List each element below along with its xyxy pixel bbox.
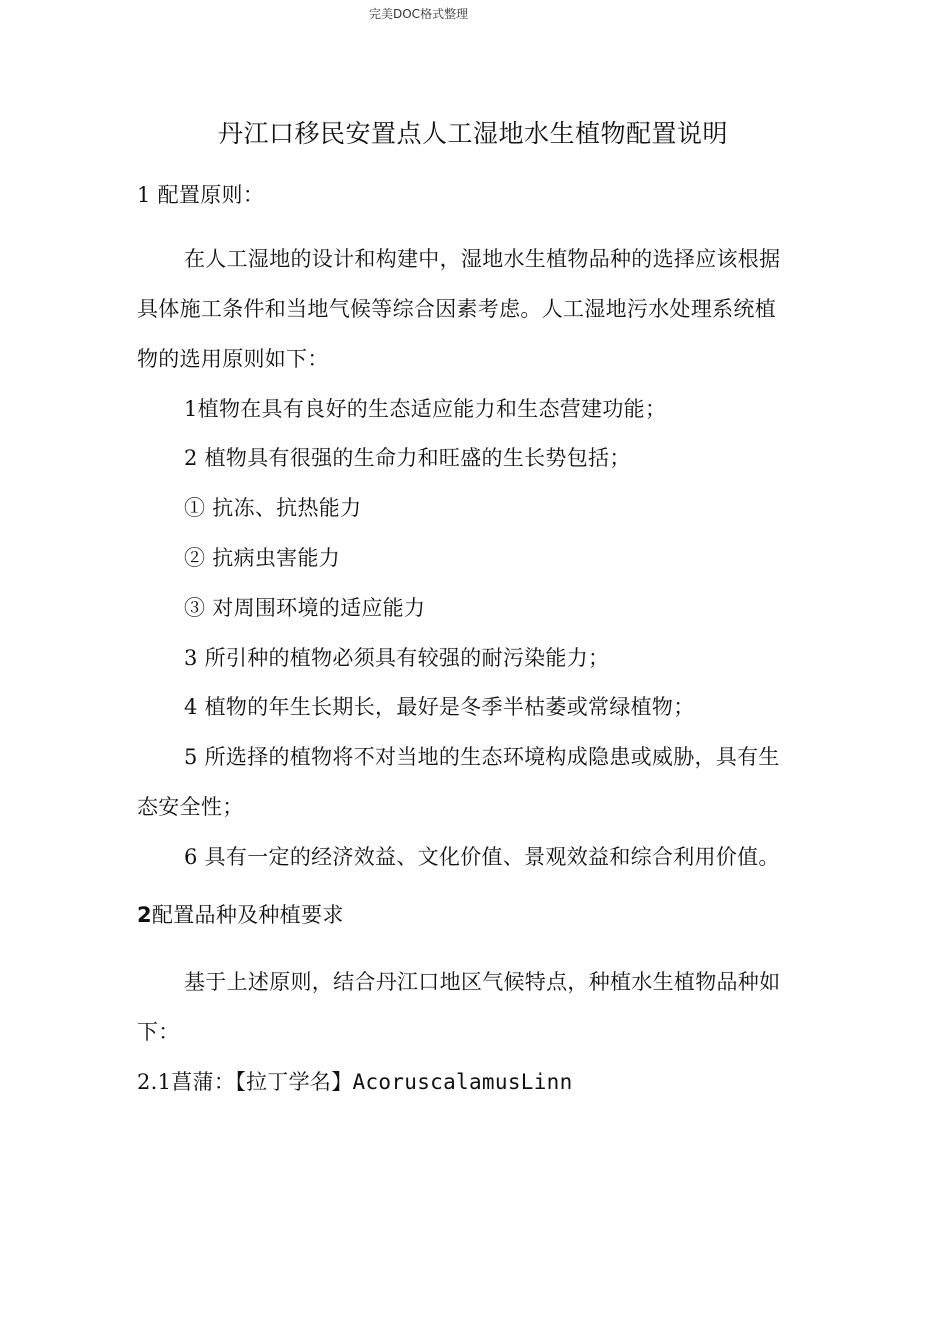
principle-item-4: 4 植物的年生长期长，最好是冬季半枯萎或常绿植物； — [184, 695, 695, 719]
principle-item-1: 1植物在具有良好的生态适应能力和生态营建功能； — [184, 397, 667, 421]
section-2-heading-text: 配置品种及种植要求 — [151, 903, 344, 927]
section-1-paragraph-line-1: 在人工湿地的设计和构建中，湿地水生植物品种的选择应该根据 — [184, 247, 781, 271]
section-1-paragraph-line-3: 物的选用原则如下： — [137, 347, 329, 371]
section-1-heading: 1 配置原则： — [137, 183, 265, 207]
principle-item-3: 3 所引种的植物必须具有较强的耐污染能力； — [184, 646, 610, 670]
principle-subitem-1: ① 抗冻、抗热能力 — [184, 496, 362, 520]
principle-subitem-3: ③ 对周围环境的适应能力 — [184, 596, 426, 620]
section-2-paragraph-line-1: 基于上述原则，结合丹江口地区气候特点，种植水生植物品种如 — [184, 970, 781, 994]
section-1-paragraph-line-2: 具体施工条件和当地气候等综合因素考虑。人工湿地污水处理系统植 — [137, 297, 776, 321]
document-title: 丹江口移民安置点人工湿地水生植物配置说明 — [218, 119, 729, 148]
section-2-paragraph-line-2: 下： — [137, 1020, 180, 1044]
principle-item-6: 6 具有一定的经济效益、文化价值、景观效益和综合利用价值。 — [184, 845, 780, 869]
page-header-text: 完美DOC格式整理 — [369, 7, 469, 21]
section-2-heading-number: 2 — [137, 903, 152, 927]
subsection-2-1-prefix: 2.1菖蒲：【拉丁学名】 — [137, 1070, 353, 1094]
section-2-heading — [137, 900, 344, 930]
principle-subitem-2: ② 抗病虫害能力 — [184, 546, 341, 570]
subsection-2-1-heading — [137, 1067, 573, 1097]
principle-item-5-line-1: 5 所选择的植物将不对当地的生态环境构成隐患或威胁，具有生 — [184, 745, 780, 769]
latin-name: AcoruscalamusLinn — [352, 1070, 573, 1094]
principle-item-5-line-2: 态安全性； — [137, 795, 244, 819]
principle-item-2: 2 植物具有很强的生命力和旺盛的生长势包括； — [184, 446, 631, 470]
